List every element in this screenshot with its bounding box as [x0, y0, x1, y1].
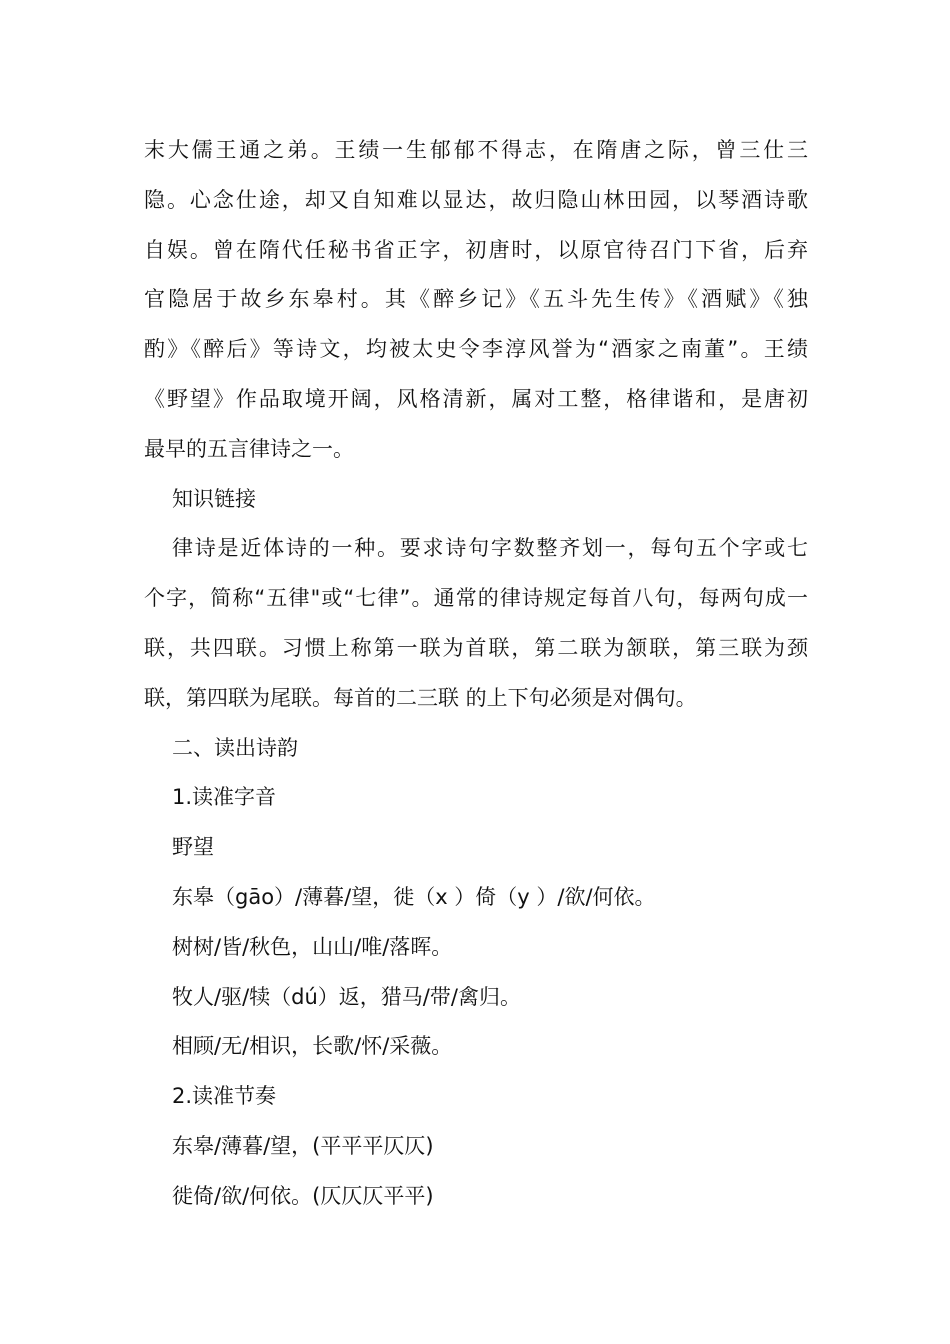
subsection-heading-pronunciation: 1.读准字音 [172, 785, 277, 810]
rhythm-line: 徙倚/欲/何依。(仄仄仄平平) [172, 1183, 434, 1208]
text-line: 酌》《醉后》等诗文，均被太史令李淳风誉为“酒家之南董”。王绩 [144, 337, 808, 362]
text-line: 最早的五言律诗之一。 [144, 436, 354, 461]
poem-line: 树树/皆/秋色，山山/唯/落晖。 [172, 934, 453, 959]
text-line: 自娱。曾在隋代任秘书省正字，初唐时，以原官待召门下省，后弃 [144, 237, 808, 262]
document-body [144, 126, 808, 1222]
text-line: 联，第四联为尾联。每首的二三联 的上下句必须是对偶句。 [144, 685, 697, 710]
text-line: 隐。心念仕途，却又自知难以显达，故归隐山林田园，以琴酒诗歌 [144, 187, 808, 212]
rhythm-line: 东皋/薄暮/望，(平平平仄仄) [172, 1133, 434, 1158]
poem-line: 东皋（gāo）/薄暮/望，徙（x ）倚（y ）/欲/何依。 [172, 884, 656, 909]
text-line: 官隐居于故乡东皋村。其《醉乡记》《五斗先生传》《酒赋》《独 [144, 287, 808, 312]
text-line: 律诗是近体诗的一种。要求诗句字数整齐划一，每句五个字或七 [172, 536, 808, 561]
text-line: 《野望》作品取境开阔，风格清新，属对工整，格律谐和，是唐初 [144, 386, 808, 411]
author-bio-paragraph [144, 126, 808, 475]
poem-line: 相顾/无/相识，长歌/怀/采薇。 [172, 1034, 453, 1059]
poem-title: 野望 [172, 835, 214, 860]
text-line: 末大儒王通之弟。王绩一生郁郁不得志，在隋唐之际，曾三仕三 [144, 138, 808, 162]
knowledge-heading: 知识链接 [172, 486, 256, 511]
poem [144, 873, 808, 1072]
knowledge-paragraph [144, 524, 808, 723]
section-heading: 二、读出诗韵 [172, 735, 298, 760]
text-line: 个字，简称“五律"或“七律”。通常的律诗规定每首八句，每两句成一 [144, 586, 808, 611]
poem-line: 牧人/驱/犊（dú）返，猎马/带/禽归。 [172, 984, 521, 1009]
rhythm-lines [144, 1122, 808, 1222]
text-line: 联，共四联。习惯上称第一联为首联，第二联为颔联，第三联为颈 [144, 635, 808, 660]
subsection-heading-rhythm: 2.读准节奏 [172, 1084, 277, 1109]
